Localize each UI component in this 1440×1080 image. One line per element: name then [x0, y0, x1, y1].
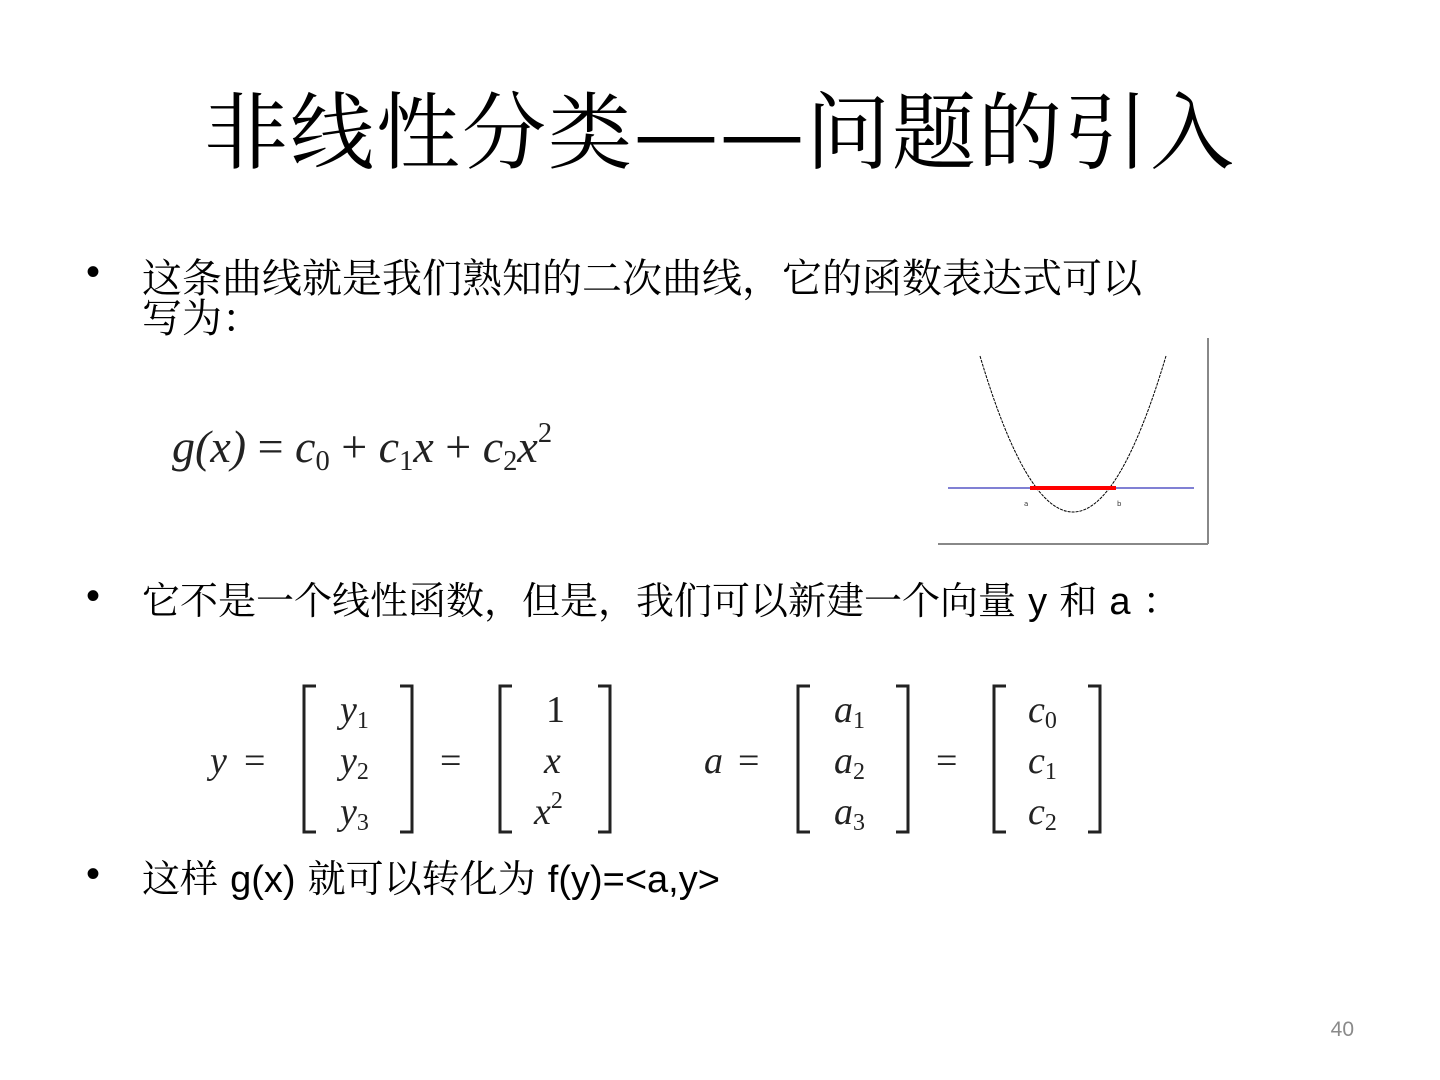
matrix-aval-right-bracket: [1088, 686, 1100, 832]
bullet-3-chinese-2: 就可以转化为: [307, 857, 536, 901]
matrix-a-name: a: [704, 740, 723, 782]
matrix-aval-entry-2: c1: [1028, 740, 1057, 785]
matrix-a-left-bracket: [798, 686, 810, 832]
matrix-aval-entry-1: c0: [1028, 689, 1057, 734]
matrix-yval-left-bracket: [500, 686, 512, 832]
bullet-2-colon: ：: [1142, 579, 1181, 623]
figure-background: [938, 338, 1208, 544]
bullet-marker-2: •: [86, 574, 101, 618]
bullet-3-fy: f(y)=<a,y>: [547, 859, 720, 901]
bullet-3-gx: g(x): [230, 859, 296, 901]
matrix-y-left-bracket: [304, 686, 316, 832]
bullet-3-chinese-1: 这样: [142, 857, 219, 901]
parabola-figure: [938, 338, 1210, 546]
formula-c2-var: x: [517, 420, 538, 472]
bullet-1-line-1: 这条曲线就是我们熟知的二次曲线，它的函数表达式可以: [142, 256, 1142, 302]
bullet-1-text: [142, 256, 1142, 342]
slide-title: 非线性分类——问题的引入: [203, 84, 1236, 182]
bullet-2-and: 和: [1059, 579, 1098, 623]
formula-c2-subscript: 2: [503, 445, 518, 477]
matrix-a-equals: =: [738, 740, 760, 782]
formula-c0: c: [295, 420, 316, 472]
formula-c1-subscript: 1: [399, 445, 414, 477]
bullet-2-var-y: y: [1028, 581, 1048, 623]
bullet-1-line-2: 写为：: [142, 296, 262, 342]
matrix-y-right-bracket: [400, 686, 412, 832]
formula-c2-superscript: 2: [537, 418, 553, 449]
page-number: 40: [1330, 1018, 1354, 1041]
bullet-3-text: [142, 856, 720, 903]
matrix-y-entry-1: y1: [340, 689, 369, 734]
matrix-y-entry-3: y3: [340, 791, 369, 836]
matrix-y-name: y: [210, 740, 227, 782]
matrix-yval-entry-3: $x^2$: [534, 788, 563, 833]
bullet-2-chinese: 它不是一个线性函数，但是，我们可以新建一个向量: [142, 579, 1017, 623]
formula-c1-var: x: [413, 420, 434, 472]
matrix-a-entry-2: a2: [834, 740, 865, 785]
formula-plus-1: +: [341, 420, 368, 472]
bullet-marker-1: •: [86, 250, 101, 294]
matrix-yval-entry-1: 1: [546, 689, 565, 731]
vector-definitions: [200, 680, 1120, 840]
matrix-y-equals-2: =: [440, 740, 462, 782]
matrix-aval-left-bracket: [994, 686, 1006, 832]
quadratic-formula: [172, 418, 552, 478]
matrix-aval-entry-3: c2: [1028, 791, 1057, 836]
matrix-y-equals: =: [244, 740, 266, 782]
formula-equals: =: [257, 420, 284, 472]
bullet-2-var-a: a: [1109, 581, 1131, 623]
matrix-a-entry-1: a1: [834, 689, 865, 734]
bullet-2-text: [142, 578, 1181, 625]
formula-lhs: g(x): [172, 420, 247, 472]
formula-c1: c: [378, 420, 400, 472]
matrix-a-equals-2: =: [936, 740, 958, 782]
formula-c0-subscript: 0: [315, 445, 330, 477]
matrix-yval-right-bracket: [598, 686, 610, 832]
bullet-marker-3: •: [86, 852, 101, 896]
matrix-a-entry-3: a3: [834, 791, 865, 836]
label-b: b: [1117, 500, 1122, 508]
label-a: a: [1024, 500, 1029, 508]
matrix-y-entry-2: y2: [340, 740, 369, 785]
matrix-a-right-bracket: [896, 686, 908, 832]
formula-c2: c: [482, 420, 504, 472]
formula-plus-2: +: [445, 420, 472, 472]
matrix-yval-entry-2: x: [544, 740, 561, 782]
